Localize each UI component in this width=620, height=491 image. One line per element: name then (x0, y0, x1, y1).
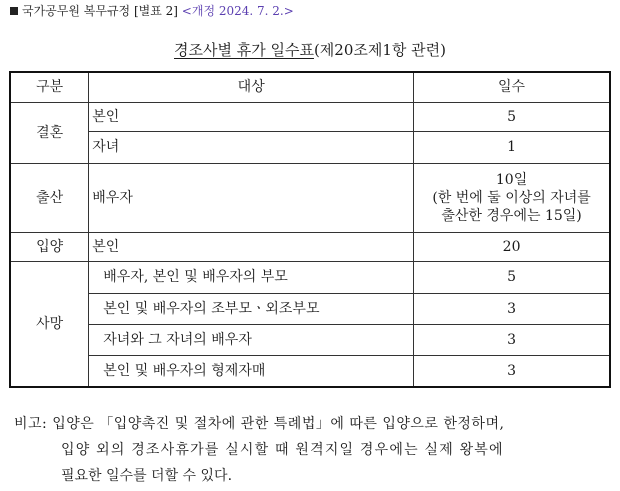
category-marriage: 결혼 (10, 102, 89, 163)
category-childbirth: 출산 (10, 163, 89, 232)
category-death: 사망 (10, 261, 89, 387)
table-title-reference: (제20조제1항 관련) (313, 41, 446, 59)
table-row (10, 163, 610, 232)
target-cell: 배우자 (89, 163, 414, 232)
days-cell: 1 (414, 131, 610, 163)
table-row (10, 232, 610, 261)
days-cell-childbirth (414, 163, 610, 232)
target-cell: 본인 및 배우자의 조부모ㆍ외조부모 (89, 293, 414, 324)
header-line (10, 3, 294, 19)
column-header-category: 구분 (10, 72, 89, 102)
table-header-row (10, 72, 610, 102)
target-cell: 본인 및 배우자의 형제자매 (89, 355, 414, 387)
days-line: 출산한 경우에는 15일) (441, 207, 582, 224)
table-row (10, 293, 610, 324)
category-adoption: 입양 (10, 232, 89, 261)
remarks-line: 필요한 일수를 더할 수 있다. (61, 468, 233, 484)
days-cell: 3 (414, 355, 610, 387)
days-line: 10일 (495, 171, 528, 188)
remarks-note (14, 411, 610, 489)
days-cell: 3 (414, 324, 610, 355)
column-header-target: 대상 (89, 72, 414, 102)
target-cell: 자녀와 그 자녀의 배우자 (89, 324, 414, 355)
target-cell: 자녀 (89, 131, 414, 163)
days-cell: 20 (414, 232, 610, 261)
target-cell: 본인 (89, 102, 414, 131)
table-row (10, 131, 610, 163)
days-cell: 5 (414, 261, 610, 293)
remarks-line: 입양 외의 경조사휴가를 실시할 때 원격지일 경우에는 실제 왕복에 (61, 442, 504, 458)
column-header-days: 일수 (414, 72, 610, 102)
days-line: (한 번에 둘 이상의 자녀를 (432, 189, 591, 206)
table-title-main: 경조사별 휴가 일수표 (174, 41, 314, 59)
table-title (0, 40, 620, 60)
remarks-line: 비고: 입양은 「입양촉진 및 절차에 관한 특례법」에 따른 입양으로 한정하며, (14, 416, 505, 432)
target-cell: 본인 (89, 232, 414, 261)
regulation-name: 국가공무원 복무규정 [별표 2] (22, 4, 178, 18)
days-cell: 5 (414, 102, 610, 131)
table-row (10, 324, 610, 355)
days-cell: 3 (414, 293, 610, 324)
leave-days-table (9, 71, 611, 388)
revision-link[interactable]: <개정 2024. 7. 2.> (181, 4, 294, 18)
square-bullet-icon (10, 7, 18, 15)
table-row (10, 355, 610, 387)
table-row (10, 261, 610, 293)
table-row (10, 102, 610, 131)
target-cell: 배우자, 본인 및 배우자의 부모 (89, 261, 414, 293)
